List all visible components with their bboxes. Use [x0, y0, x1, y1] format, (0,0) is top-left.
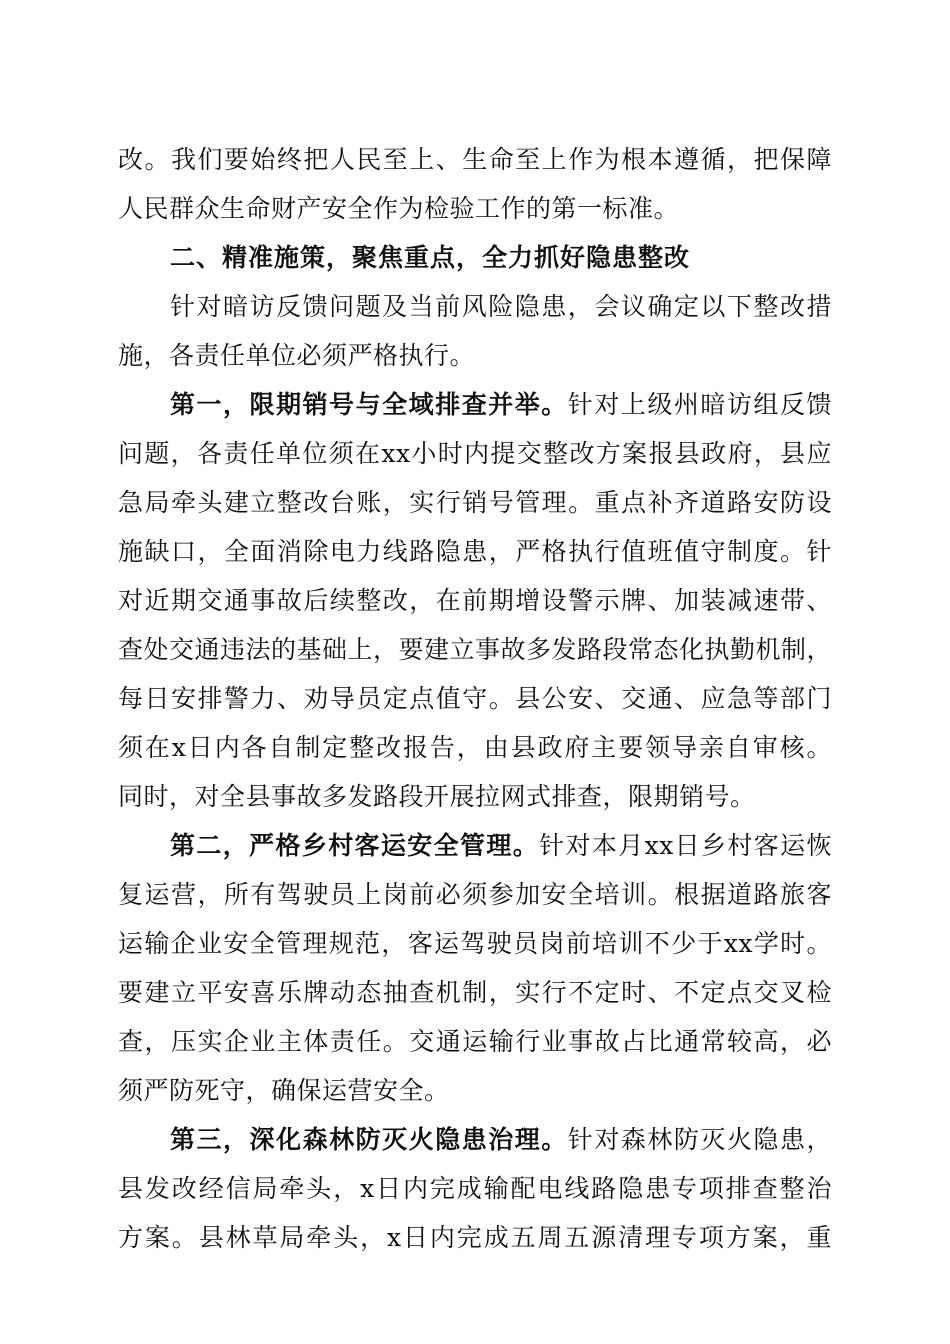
section-heading-2: 二、精准施策，聚焦重点，全力抓好隐患整改	[170, 243, 691, 272]
paragraph-3-line-1	[170, 382, 832, 428]
paragraph-4-line-3: 运输企业安全管理规范，客运驾驶员岗前培训不少于xx学时。	[118, 929, 832, 958]
paragraph-3-line-7: 每日安排警力、劝导员定点值守。县公安、交通、应急等部门	[118, 684, 832, 713]
paragraph-4-line-1-text: 针对本月xx日乡村客运恢	[539, 831, 832, 860]
paragraph-2-line-1: 针对暗访反馈问题及当前风险隐患，会议确定以下整改措	[170, 292, 832, 321]
paragraph-5-line-1	[170, 1117, 832, 1163]
paragraph-2-line-2: 施，各责任单位必须严格执行。	[118, 341, 476, 370]
paragraph-4-line-4: 要建立平安喜乐牌动态抽查机制，实行不定时、不定点交叉检	[118, 978, 832, 1007]
paragraph-4-lead: 第二，严格乡村客运安全管理。	[170, 831, 540, 860]
paragraph-4-line-6: 须严防死守，确保运营安全。	[118, 1076, 450, 1105]
paragraph-3-line-8: 须在x日内各自制定整改报告，由县政府主要领导亲自审核。	[118, 733, 832, 762]
paragraph-5-line-2: 县发改经信局牵头，x日内完成输配电线路隐患专项排查整治	[118, 1174, 832, 1203]
paragraph-4-line-5: 查，压实企业主体责任。交通运输行业事故占比通常较高，必	[118, 1027, 832, 1056]
paragraph-3-line-6: 查处交通违法的基础上，要建立事故多发路段常态化执勤机制，	[118, 635, 833, 664]
paragraph-4-line-2: 复运营，所有驾驶员上岗前必须参加安全培训。根据道路旅客	[118, 880, 832, 909]
paragraph-1-line-1: 改。我们要始终把人民至上、生命至上作为根本遵循，把保障	[118, 145, 832, 174]
paragraph-5-line-1-text: 针对森林防灭火隐患，	[567, 1125, 832, 1154]
paragraph-5-lead: 第三，深化森林防灭火隐患治理。	[170, 1125, 568, 1154]
paragraph-3-line-4: 施缺口，全面消除电力线路隐患，严格执行值班值守制度。针	[118, 537, 832, 566]
paragraph-4-line-1	[170, 823, 832, 869]
paragraph-3-line-3: 急局牵头建立整改台账，实行销号管理。重点补齐道路安防设	[118, 488, 832, 517]
paragraph-3-line-1-text: 针对上级州暗访组反馈	[567, 390, 832, 419]
paragraph-3-lead: 第一，限期销号与全域排查并举。	[170, 390, 568, 419]
paragraph-3-line-5: 对近期交通事故后续整改，在前期增设警示牌、加装减速带、	[118, 586, 832, 615]
paragraph-3-line-2: 问题，各责任单位须在xx小时内提交整改方案报县政府，县应	[118, 439, 832, 468]
paragraph-3-line-9: 同时，对全县事故多发路段开展拉网式排查，限期销号。	[118, 782, 756, 811]
paragraph-1-line-2: 人民群众生命财产安全作为检验工作的第一标准。	[118, 194, 680, 223]
paragraph-5-line-3: 方案。县林草局牵头，x日内完成五周五源清理专项方案，重	[118, 1223, 832, 1252]
